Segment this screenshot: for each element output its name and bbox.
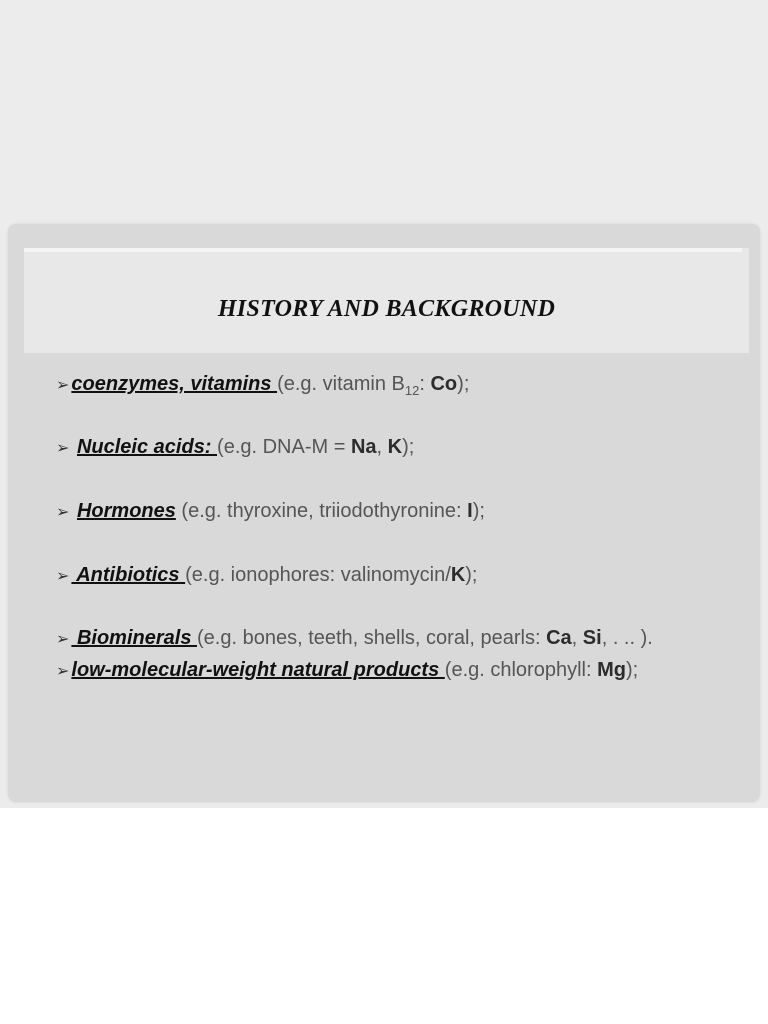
bullet-antibiotics [56,563,477,589]
element-symbol: Ca [546,627,572,649]
bullet-example: (e.g. vitamin B [277,373,405,395]
element-symbol: Co [430,373,458,395]
bullet-example: (e.g. ionophores: valinomycin/ [185,564,451,586]
bullet-arrow-icon: ➢ [56,504,70,521]
bullet-example: (e.g. chlorophyll: [444,659,598,681]
bullet-example-separator: : [419,373,431,395]
bullet-coenzymes [56,372,469,398]
bullet-example-separator: , [571,627,583,649]
bullet-example-close: , . .. ). [601,627,653,649]
bullet-arrow-icon: ➢ [56,568,70,585]
page-bottom-margin [0,808,768,1024]
title-band [24,248,749,353]
element-symbol: Mg [597,659,626,681]
bullet-example-close: ); [465,564,478,586]
bullet-natural-products [56,658,638,684]
bullet-biominerals [56,626,653,652]
slide-title: HISTORY AND BACKGROUND [217,296,556,322]
bullet-example: (e.g. thyroxine, triiodothyronine: [175,500,468,522]
bullet-nucleic-acids [56,435,414,461]
bullet-arrow-icon: ➢ [56,440,70,457]
bullet-term: low-molecular-weight natural products [71,659,445,681]
element-symbol: I [467,500,473,522]
bullet-term: Biominerals [71,627,198,649]
slide [8,224,760,802]
subscript: 12 [404,383,420,398]
element-symbol: Na [350,436,377,458]
title-top-rule [24,248,742,252]
element-symbol: Si [582,627,602,649]
bullet-example-close: ); [457,373,470,395]
bullet-example: (e.g. bones, teeth, shells, coral, pearls: [197,627,547,649]
bullet-arrow-icon: ➢ [56,377,70,394]
bullet-hormones [56,499,485,525]
element-symbol: K [387,436,403,458]
bullet-example-close: ); [472,500,485,522]
bullet-term: coenzymes, vitamins [71,373,278,395]
bullet-arrow-icon: ➢ [56,663,70,680]
bullet-example-close: ); [402,436,415,458]
bullet-term: Antibiotics [71,564,186,586]
bullet-term: Hormones [76,500,176,522]
bullet-example-close: ); [625,659,639,681]
element-symbol: K [450,564,466,586]
bullet-arrow-icon: ➢ [56,631,70,648]
bullet-example-separator: , [376,436,388,458]
bullet-example: (e.g. DNA-M = [217,436,351,458]
bullet-term: Nucleic acids: [76,436,218,458]
